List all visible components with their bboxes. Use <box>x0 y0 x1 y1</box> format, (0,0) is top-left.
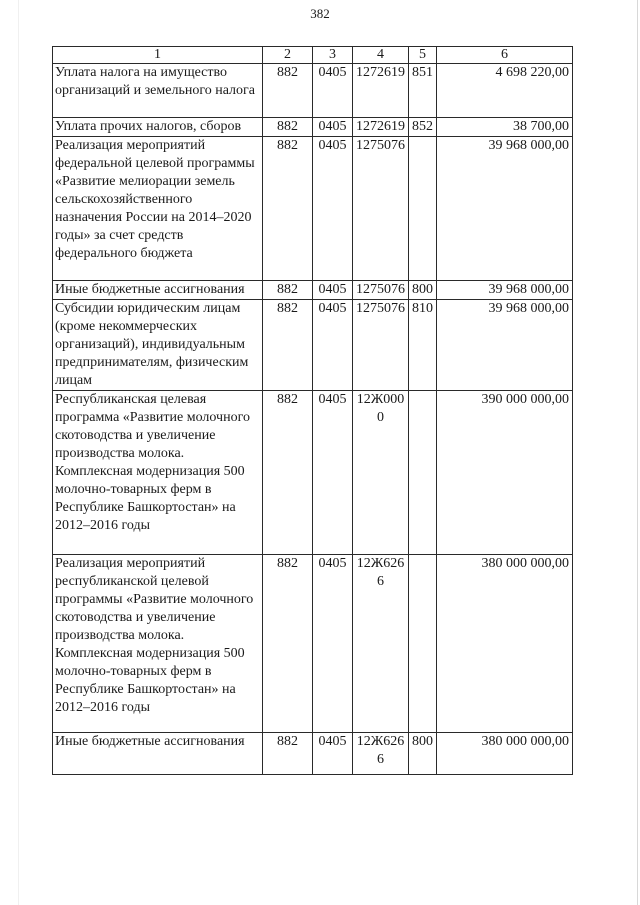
row-amount: 390 000 000,00 <box>437 391 573 555</box>
row-section: 0405 <box>313 300 353 391</box>
row-type: 810 <box>409 300 437 391</box>
row-target: 1272619 <box>353 64 409 118</box>
row-admin: 882 <box>263 300 313 391</box>
table-row <box>53 555 573 733</box>
row-amount: 38 700,00 <box>437 118 573 137</box>
scan-edge <box>637 0 638 905</box>
scan-edge <box>18 0 19 905</box>
table-row <box>53 137 573 281</box>
row-type <box>409 137 437 281</box>
page-number: 382 <box>310 6 330 21</box>
column-header: 2 <box>263 47 313 64</box>
row-admin: 882 <box>263 137 313 281</box>
row-target: 1275076 <box>353 300 409 391</box>
row-type: 800 <box>409 281 437 300</box>
table-row <box>53 391 573 555</box>
row-amount: 4 698 220,00 <box>437 64 573 118</box>
row-amount: 39 968 000,00 <box>437 300 573 391</box>
row-target: 1272619 <box>353 118 409 137</box>
row-section: 0405 <box>313 555 353 733</box>
row-type: 800 <box>409 733 437 775</box>
row-target: 1275076 <box>353 137 409 281</box>
table-row <box>53 300 573 391</box>
row-amount: 380 000 000,00 <box>437 733 573 775</box>
column-header: 3 <box>313 47 353 64</box>
row-admin: 882 <box>263 64 313 118</box>
row-type: 852 <box>409 118 437 137</box>
table-header-row <box>53 47 573 64</box>
budget-table <box>52 46 573 775</box>
table-row <box>53 64 573 118</box>
row-name: Уплата прочих налогов, сборов <box>53 118 263 137</box>
column-header: 1 <box>53 47 263 64</box>
table-row <box>53 733 573 775</box>
row-name: Субсидии юридическим лицам (кроме некоммерческих организаций), индивидуальным предпринимателям, физическим лицам <box>53 300 263 391</box>
row-admin: 882 <box>263 118 313 137</box>
table-row <box>53 281 573 300</box>
column-header: 4 <box>353 47 409 64</box>
row-type <box>409 555 437 733</box>
column-header: 6 <box>437 47 573 64</box>
row-type: 851 <box>409 64 437 118</box>
row-admin: 882 <box>263 555 313 733</box>
row-amount: 380 000 000,00 <box>437 555 573 733</box>
row-type <box>409 391 437 555</box>
row-section: 0405 <box>313 64 353 118</box>
row-section: 0405 <box>313 391 353 555</box>
row-target: 12Ж6266 <box>353 555 409 733</box>
row-section: 0405 <box>313 137 353 281</box>
table-row <box>53 118 573 137</box>
row-target: 12Ж0000 <box>353 391 409 555</box>
row-section: 0405 <box>313 281 353 300</box>
row-name: Иные бюджетные ассигнования <box>53 733 263 775</box>
row-name: Республиканская целевая программа «Развитие молочного скотоводства и увеличение производства молока. Комплексная модернизация 500 молочно-товарных ферм в Республике Башкортостан» на 2012–2016 годы <box>53 391 263 555</box>
row-target: 12Ж6266 <box>353 733 409 775</box>
row-name: Уплата налога на имущество организаций и земельного налога <box>53 64 263 118</box>
row-name: Иные бюджетные ассигнования <box>53 281 263 300</box>
row-name: Реализация мероприятий федеральной целевой программы «Развитие мелиорации земель сельскохозяйственного назначения России на 2014–2020 годы» за счет средств федерального бюджета <box>53 137 263 281</box>
row-amount: 39 968 000,00 <box>437 281 573 300</box>
row-admin: 882 <box>263 391 313 555</box>
row-section: 0405 <box>313 118 353 137</box>
row-admin: 882 <box>263 281 313 300</box>
row-admin: 882 <box>263 733 313 775</box>
column-header: 5 <box>409 47 437 64</box>
row-target: 1275076 <box>353 281 409 300</box>
row-name: Реализация мероприятий республиканской целевой программы «Развитие молочного скотоводства и увеличение производства молока. Комплексная модернизация 500 молочно-товарных ферм в Республике Башкортостан» на 2012–2016 годы <box>53 555 263 733</box>
row-amount: 39 968 000,00 <box>437 137 573 281</box>
row-section: 0405 <box>313 733 353 775</box>
